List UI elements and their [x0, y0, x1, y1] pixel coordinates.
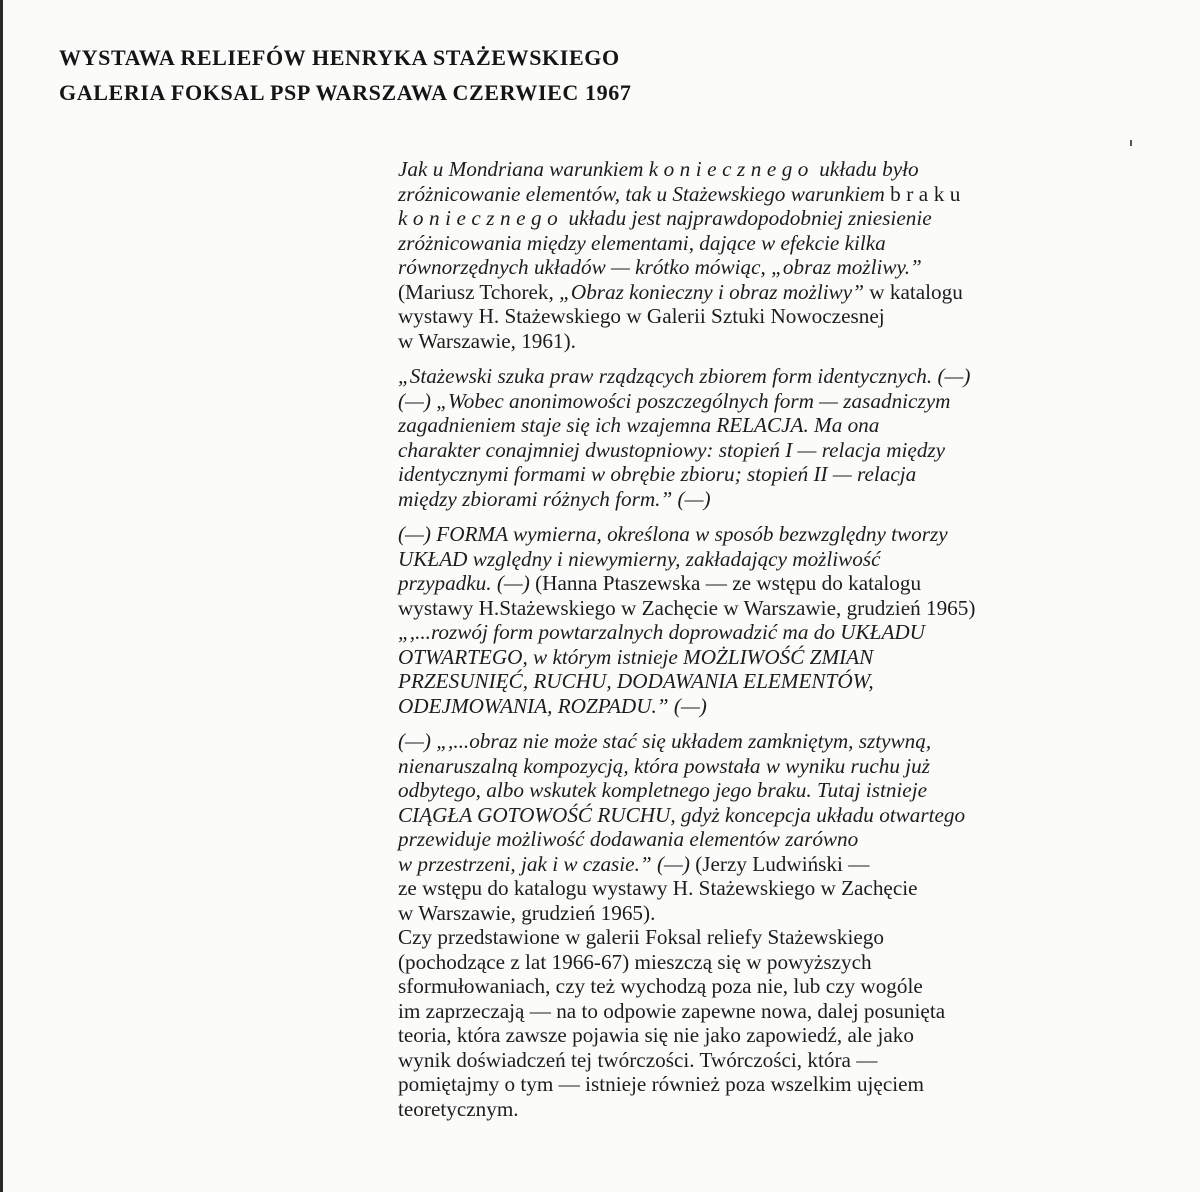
- text-run: (—) FORMA wymierna, określona w sposób bezwzględny tworzy: [398, 522, 948, 546]
- text-run: pomiętajmy o tym — istnieje również poza wszelkim ujęciem: [398, 1072, 925, 1096]
- text-line: [398, 852, 1178, 877]
- text-run: koniecznego: [398, 206, 564, 230]
- text-line: [398, 974, 1178, 999]
- text-run: przewiduje możliwość dodawania elementów zarówno: [398, 827, 859, 851]
- text-run: nienaruszalną kompozycją, która powstała w wyniku ruchu już: [398, 753, 931, 778]
- text-line: [398, 803, 1178, 828]
- text-run: równorzędnych układów — krótko mówiąc, „obraz możliwy.”: [398, 255, 922, 279]
- text-run: charakter conajmniej dwustopniowy: stopień I — relacja między: [398, 437, 946, 462]
- text-run: (—) „Wobec anonimowości poszczególnych form — zasadniczym: [398, 388, 951, 413]
- text-line: [398, 1023, 1178, 1048]
- text-run: (Hanna Ptaszewska — ze wstępu do katalogu: [529, 571, 922, 595]
- text-run: „Stażewski szuka praw rządzących zbiorem form identycznych. (—): [398, 364, 971, 388]
- text-line: [398, 487, 1178, 512]
- text-run: odbytego, albo wskutek kompletnego jego braku. Tutaj istnieje: [398, 778, 928, 802]
- text-line: [398, 729, 1178, 754]
- ptaszewska-quote-2: [398, 522, 1178, 718]
- ptaszewska-quote-1: [398, 364, 1178, 511]
- page-edge: [0, 0, 3, 1192]
- text-run: układu jest najprawdopodobniej zniesienie: [563, 206, 932, 230]
- text-run: zagadnieniem staje się ich wzajemna RELACJA. Ma ona: [398, 413, 880, 437]
- text-line: [398, 413, 1178, 438]
- text-run: im zaprzeczają — na to odpowie zapewne nowa, dalej posunięta: [398, 998, 946, 1023]
- text-line: [398, 1048, 1178, 1073]
- text-line: [398, 571, 1178, 596]
- text-run: przypadku. (—): [398, 571, 530, 595]
- text-run: sformułowaniach, czy też wychodzą poza nie, lub czy wogóle: [398, 974, 923, 998]
- text-line: [398, 157, 1178, 182]
- text-line: [398, 778, 1178, 803]
- text-run: między zbiorami różnych form.” (—): [398, 486, 711, 511]
- closing-paragraph: [398, 925, 1178, 1121]
- text-line: [398, 827, 1178, 852]
- text-line: [398, 999, 1178, 1024]
- tchorek-quote: [398, 157, 1178, 353]
- text-run: wystawy H. Stażewskiego w Galerii Sztuki Nowoczesnej: [398, 304, 885, 328]
- text-run: OTWARTEGO, w którym istnieje MOŻLIWOŚĆ ZMIAN: [398, 644, 874, 669]
- text-line: [398, 280, 1178, 305]
- text-run: (—) „,...obraz nie może stać się układem zamkniętym, sztywną,: [398, 729, 932, 753]
- text-line: [398, 255, 1178, 280]
- text-run: (Jerzy Ludwiński —: [689, 851, 870, 876]
- text-run: braku: [890, 181, 966, 206]
- text-line: [398, 620, 1178, 645]
- text-line: [398, 462, 1178, 487]
- text-run: w Warszawie, grudzień 1965).: [398, 900, 656, 925]
- text-line: [398, 1097, 1178, 1122]
- text-run: w Warszawie, 1961).: [398, 328, 576, 353]
- text-line: [398, 694, 1178, 719]
- text-run: „Obraz konieczny i obraz możliwy”: [559, 279, 864, 304]
- text-run: Czy przedstawione w galerii Foksal reliefy Stażewskiego: [398, 925, 884, 949]
- text-run: teoretycznym.: [398, 1096, 519, 1121]
- text-line: [398, 876, 1178, 901]
- ludwinski-quote: [398, 729, 1178, 925]
- text-line: [398, 389, 1178, 414]
- text-run: Jak u Mondriana warunkiem: [398, 157, 649, 181]
- text-run: koniecznego: [648, 157, 814, 181]
- text-run: wynik doświadczeń tej twórczości. Twórczości, która —: [398, 1047, 878, 1072]
- text-run: UKŁAD względny i niewymierny, zakładający możliwość: [398, 546, 881, 571]
- text-run: w katalogu: [863, 279, 963, 304]
- text-run: ze wstępu do katalogu wystawy H. Stażewskiego w Zachęcie: [398, 876, 918, 900]
- text-line: [398, 182, 1178, 207]
- text-line: [398, 364, 1178, 389]
- text-run: teoria, która zawsze pojawia się nie jako zapowiedź, ale jako: [398, 1023, 914, 1047]
- exhibition-title: WYSTAWA RELIEFÓW HENRYKA STAŻEWSKIEGO: [59, 45, 620, 70]
- text-line: [398, 304, 1178, 329]
- text-run: (pochodzące z lat 1966-67) mieszczą się w powyższych: [398, 949, 872, 974]
- text-line: [398, 1072, 1178, 1097]
- text-line: [398, 438, 1178, 463]
- text-line: [398, 950, 1178, 975]
- essay-body: [398, 157, 1178, 1132]
- text-line: [398, 231, 1178, 256]
- text-line: [398, 206, 1178, 231]
- text-line: [398, 754, 1178, 779]
- text-run: PRZESUNIĘĆ, RUCHU, DODAWANIA ELEMENTÓW,: [398, 669, 874, 693]
- text-line: [398, 669, 1178, 694]
- text-run: w przestrzeni, jak i w czasie.” (—): [398, 851, 690, 876]
- text-run: (Mariusz Tchorek,: [398, 279, 560, 304]
- text-line: [398, 329, 1178, 354]
- text-run: zróżnicowanie elementów, tak u Stażewskiego warunkiem: [398, 181, 891, 206]
- text-line: [398, 645, 1178, 670]
- text-run: CIĄGŁA GOTOWOŚĆ RUCHU, gdyż koncepcja układu otwartego: [398, 802, 966, 827]
- text-run: zróżnicowania między elementami, dające w efekcie kilka: [398, 230, 886, 255]
- text-run: „,...rozwój form powtarzalnych doprowadzić ma do UKŁADU: [398, 620, 925, 644]
- text-run: wystawy H.Stażewskiego w Zachęcie w Warszawie, grudzień 1965): [398, 595, 976, 620]
- header: [59, 40, 631, 110]
- text-run: układu było: [813, 157, 919, 181]
- text-run: identycznymi formami w obrębie zbioru; stopień II — relacja: [398, 462, 917, 486]
- print-speck: [1130, 140, 1132, 146]
- gallery-info: GALERIA FOKSAL PSP WARSZAWA CZERWIEC 1967: [59, 80, 632, 105]
- text-run: ODEJMOWANIA, ROZPADU.” (—): [398, 693, 707, 718]
- text-line: [398, 547, 1178, 572]
- text-line: [398, 925, 1178, 950]
- text-line: [398, 596, 1178, 621]
- text-line: [398, 901, 1178, 926]
- text-line: [398, 522, 1178, 547]
